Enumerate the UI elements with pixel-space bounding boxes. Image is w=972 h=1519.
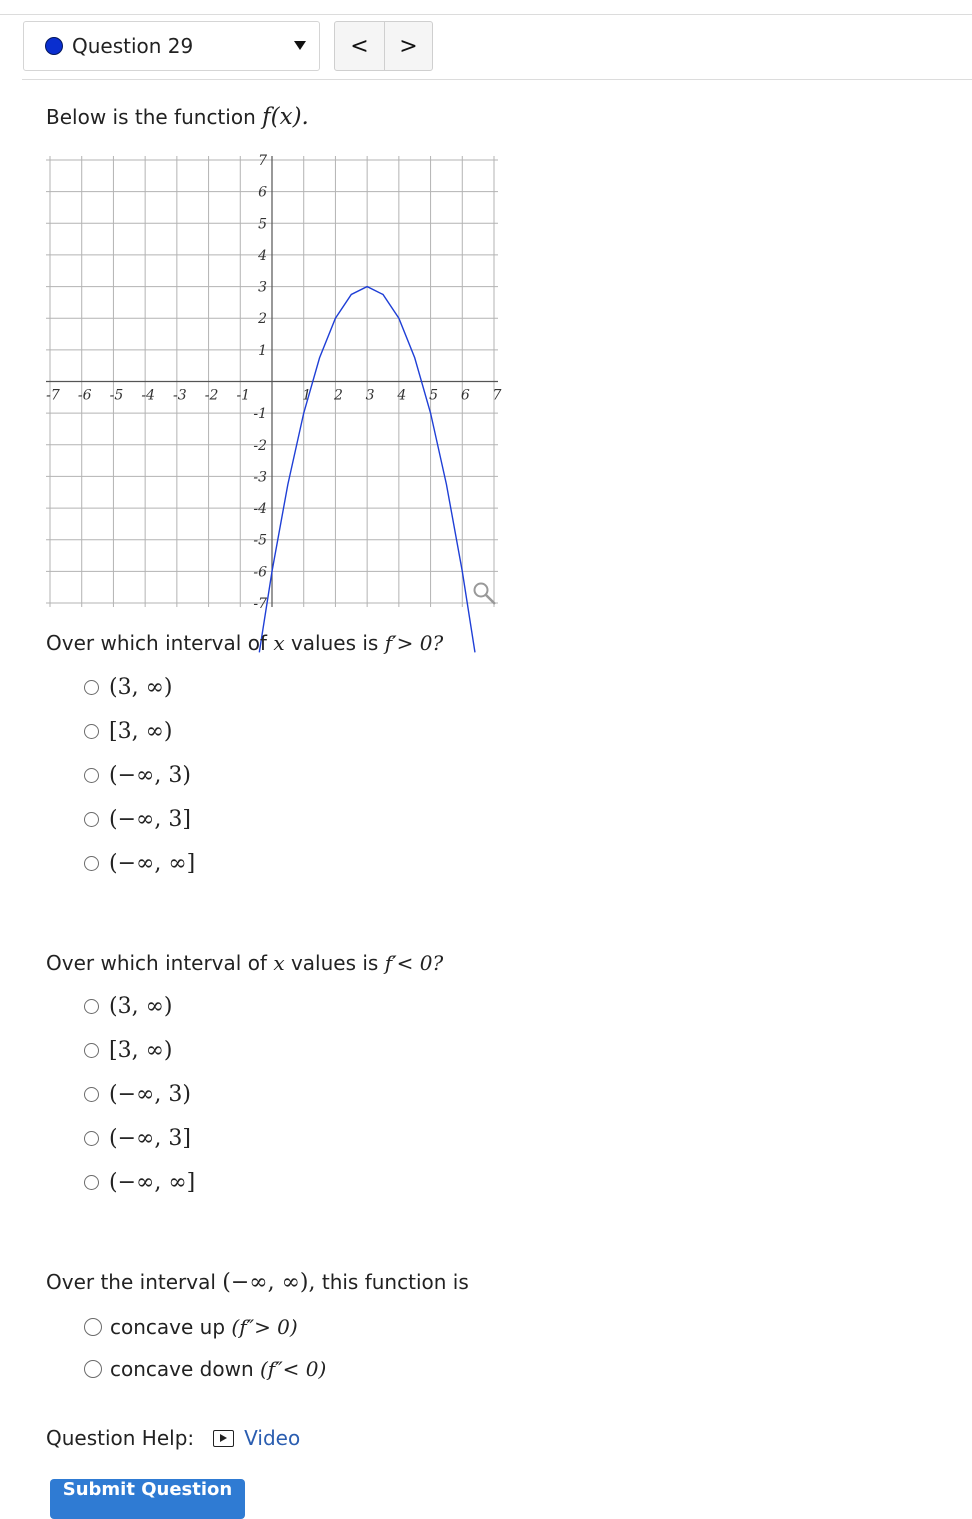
radio-button[interactable] xyxy=(84,812,99,827)
video-link[interactable]: Video xyxy=(244,1426,301,1450)
radio-button[interactable] xyxy=(84,1087,99,1102)
prev-question-button[interactable] xyxy=(335,22,385,70)
intro-text: Below is the function f(x). xyxy=(46,104,309,130)
x-tick-label: 2 xyxy=(333,387,343,404)
radio-button[interactable] xyxy=(84,680,99,695)
q2-option-5[interactable]: (−∞, ∞] xyxy=(84,1170,195,1195)
y-tick-label: 7 xyxy=(258,153,267,169)
radio-button[interactable] xyxy=(84,1043,99,1058)
caret-down-icon xyxy=(294,41,306,50)
concave-up-option[interactable]: concave up (f″> 0) xyxy=(84,1315,298,1339)
question-3-text: Over the interval (−∞, ∞), this function is xyxy=(46,1270,469,1295)
x-tick-label: -7 xyxy=(46,387,60,404)
x-tick-label: -3 xyxy=(173,387,187,404)
x-tick-label: 5 xyxy=(429,387,439,404)
radio-button[interactable] xyxy=(84,1131,99,1146)
question-1-text: Over which interval of x values is f′> 0? xyxy=(46,631,444,655)
y-tick-label: -1 xyxy=(253,406,267,423)
q2-option-2[interactable]: [3, ∞) xyxy=(84,1038,172,1063)
q2-option-3[interactable]: (−∞, 3) xyxy=(84,1082,191,1107)
play-video-icon[interactable] xyxy=(213,1430,234,1447)
question-2-text: Over which interval of x values is f′< 0? xyxy=(46,951,444,975)
header-divider xyxy=(22,79,972,80)
question-status-icon xyxy=(45,37,63,55)
radio-button[interactable] xyxy=(84,856,99,871)
function-name: f(x). xyxy=(262,104,309,130)
y-tick-label: -6 xyxy=(253,564,267,581)
y-tick-label: 1 xyxy=(258,342,267,359)
q1-option-4[interactable]: (−∞, 3] xyxy=(84,807,191,832)
radio-button[interactable] xyxy=(84,1318,102,1336)
radio-button[interactable] xyxy=(84,1175,99,1190)
y-tick-label: -7 xyxy=(253,596,267,612)
y-tick-label: 2 xyxy=(258,311,267,328)
x-tick-label: 4 xyxy=(397,387,407,404)
x-tick-labels xyxy=(46,388,501,404)
radio-button[interactable] xyxy=(84,768,99,783)
y-tick-label: -4 xyxy=(253,501,267,518)
question-nav xyxy=(334,21,433,71)
x-tick-label: 3 xyxy=(365,387,375,404)
chevron-right-icon: > xyxy=(399,33,418,59)
x-tick-label: 6 xyxy=(460,387,470,404)
y-tick-label: 4 xyxy=(258,247,267,264)
x-tick-label: -4 xyxy=(141,387,155,404)
magnify-icon[interactable] xyxy=(475,584,496,605)
y-tick-label: 5 xyxy=(258,216,267,233)
y-tick-labels xyxy=(253,153,267,612)
chevron-left-icon: < xyxy=(350,33,369,59)
y-tick-label: -3 xyxy=(253,469,267,486)
q1-option-3[interactable]: (−∞, 3) xyxy=(84,763,191,788)
question-help-label: Question Help: xyxy=(46,1426,195,1450)
y-tick-label: 3 xyxy=(258,279,267,296)
question-help xyxy=(46,1426,300,1450)
next-question-button[interactable] xyxy=(384,22,433,70)
question-select[interactable] xyxy=(23,21,320,71)
radio-button[interactable] xyxy=(84,999,99,1014)
radio-button[interactable] xyxy=(84,1360,102,1378)
question-select-label: Question 29 xyxy=(72,34,194,58)
q2-option-4[interactable]: (−∞, 3] xyxy=(84,1126,191,1151)
x-tick-label: -2 xyxy=(204,387,219,404)
y-tick-label: 6 xyxy=(258,184,267,201)
submit-question-button[interactable]: Submit Question xyxy=(50,1479,245,1519)
q1-option-2[interactable]: [3, ∞) xyxy=(84,719,172,744)
x-tick-label: 7 xyxy=(492,387,502,404)
q1-option-5[interactable]: (−∞, ∞] xyxy=(84,851,195,876)
y-tick-label: -2 xyxy=(253,437,267,454)
q1-option-1[interactable]: (3, ∞) xyxy=(84,675,172,700)
concave-down-option[interactable]: concave down (f″< 0) xyxy=(84,1357,326,1381)
x-tick-label: 1 xyxy=(302,387,312,404)
x-tick-label: -5 xyxy=(109,387,124,404)
q2-option-1[interactable]: (3, ∞) xyxy=(84,994,172,1019)
y-tick-label: -5 xyxy=(253,532,267,549)
function-graph xyxy=(46,153,502,612)
x-tick-label: -1 xyxy=(236,387,251,404)
x-tick-label: -6 xyxy=(77,387,92,404)
radio-button[interactable] xyxy=(84,724,99,739)
top-divider xyxy=(0,14,972,15)
